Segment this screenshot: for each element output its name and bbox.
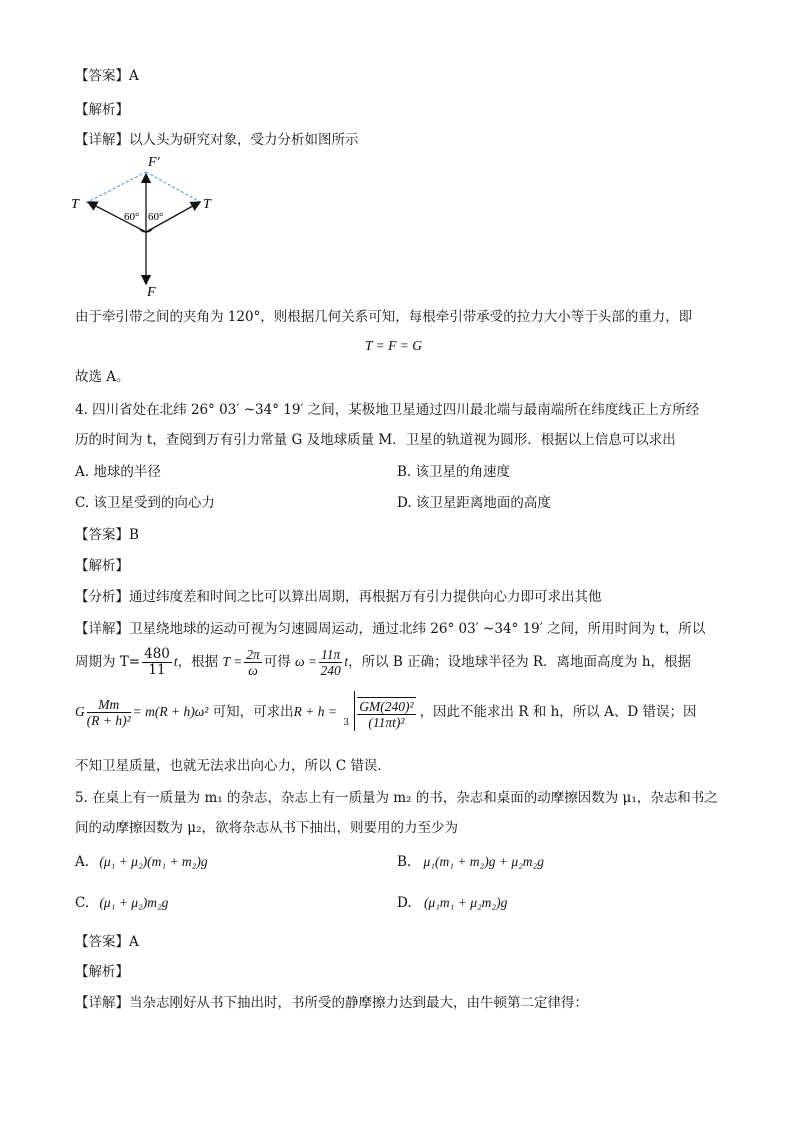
q5-option-d-expr: (μ₁m₁ + μ₂m₂)g: [423, 895, 508, 910]
root-fraction: [357, 697, 415, 730]
omega-lhs: T =: [222, 654, 243, 669]
label-t-right: T: [203, 197, 211, 212]
q5-answer: 【答案】A: [75, 934, 139, 950]
root-index: 3: [343, 717, 349, 728]
q3-answer: 【答案】A: [75, 68, 139, 84]
omega-var: ω =: [295, 654, 318, 669]
q3-conclusion: 故选 A。: [75, 369, 130, 385]
q4-analysis-heading: 【解析】: [75, 558, 129, 574]
q5-analysis-heading: 【解析】: [75, 964, 129, 980]
omega-value-fraction: [319, 647, 342, 678]
q4-stem-line2: 历的时间为 t，查阅到万有引力常量 G 及地球质量 M．卫星的轨道视为圆形．根据以上信息可以求出: [75, 432, 676, 448]
rh-lhs: R + h =: [293, 704, 337, 719]
q4-detail-line1: 【详解】卫星绕地球的运动可视为匀速圆周运动，通过北纬 26° 03′ ~34° 19′ 之间，所用时间为 t，所以: [75, 621, 706, 637]
q3-analysis-heading: 【解析】: [75, 102, 129, 118]
q4-detail-line3: [75, 690, 696, 735]
root-denominator: (11πt)²: [368, 714, 405, 730]
q5-option-b-label: B.: [397, 854, 412, 870]
q4-option-b: B. 该卫星的角速度: [397, 464, 511, 480]
q5-option-c-label: C.: [75, 895, 90, 911]
q4-option-c: C. 该卫星受到的向心力: [75, 495, 215, 511]
label-f: F: [147, 285, 156, 300]
omega-denominator: ω: [248, 663, 258, 678]
q5-option-b: [397, 853, 544, 871]
q3-explanation: 由于牵引带之间的夹角为 120°，则根据几何关系可知，每根牵引带承受的拉力大小等于头部的重力，即: [75, 309, 693, 325]
gravity-fraction: [87, 697, 131, 728]
period-numerator: 480: [144, 646, 170, 662]
dashed-line-left: [86, 172, 146, 203]
q5-option-c: [75, 894, 168, 912]
q4-option-d: D. 该卫星距离地面的高度: [397, 495, 551, 511]
q5-option-a-expr: (μ₁ + μ₂)(m₁ + m₂)g: [99, 854, 208, 869]
omega-t: t: [344, 654, 349, 669]
q5-stem-line1: 5. 在桌上有一质量为 m₁ 的杂志，杂志上有一质量为 m₂ 的书，杂志和桌面的动摩擦因数为 μ₁，杂志和书之: [75, 790, 718, 806]
period-fraction: [142, 647, 172, 678]
q5-option-a: [75, 853, 208, 871]
q4-answer: 【答案】B: [75, 527, 139, 543]
label-angle-right: 60°: [148, 211, 164, 223]
q5-option-c-expr: (μ₁ + μ₂)m₂g: [99, 895, 169, 910]
gravity-numerator: Mm: [87, 697, 131, 713]
cube-root: [343, 691, 417, 735]
period-denominator: 11: [148, 662, 166, 678]
q5-option-a-label: A.: [75, 854, 90, 870]
q4-stem-line1: 4. 四川省处在北纬 26° 03′ ~34° 19′ 之间，某极地卫星通过四川最北端与最南端所在纬度线正上方所经: [75, 402, 700, 418]
gravity-rhs: = m(R + h)ω²: [132, 704, 209, 719]
q4-method: 【分析】通过纬度差和时间之比可以算出周期，再根据万有引力提供向心力即可求出其他: [75, 589, 602, 605]
line3-rest: ，所以 B 正确；设地球半径为 R．离地面高度为 h，根据: [348, 654, 692, 670]
omega-value-numerator: 11π: [321, 647, 341, 662]
q5-detail: 【详解】当杂志刚好从书下抽出时，书所受的静摩擦力达到最大，由牛顿第二定律得：: [75, 995, 588, 1011]
omega-middle-text: 可得: [263, 654, 291, 670]
line4-mid: 可知，可求出: [212, 704, 294, 720]
dashed-line-right: [146, 172, 202, 203]
label-t-left: T: [71, 197, 79, 212]
root-numerator: GM(240)²: [359, 698, 414, 714]
label-angle-left: 60°: [124, 211, 140, 223]
q3-detail: 【详解】以人头为研究对象，受力分析如图所示: [75, 132, 359, 148]
gravity-denominator: (R + h)²: [86, 713, 131, 728]
q5-option-d-label: D.: [397, 895, 412, 911]
label-f-prime: F′: [148, 155, 160, 170]
q5-option-d: [397, 894, 507, 912]
q4-detail-line2: [75, 646, 691, 678]
omega-numerator: 2π: [246, 647, 260, 662]
period-variable: t: [173, 654, 178, 669]
force-diagram: [68, 152, 268, 302]
period-prefix: 周期为 T=: [75, 654, 141, 670]
line4-rest: ，因此不能求出 R 和 h，所以 A、D 错误；因: [419, 704, 697, 720]
q3-equation: T = F = G: [365, 338, 422, 353]
omega-fraction: [244, 647, 262, 678]
formula-connector: ，根据: [177, 654, 219, 670]
g-symbol: G: [75, 704, 85, 719]
q4-option-a: A. 地球的半径: [75, 464, 161, 480]
q5-option-b-expr: μ₁(m₁ + m₂)g + μ₂m₂g: [423, 854, 544, 869]
q5-stem-line2: 间的动摩擦因数为 μ₂，欲将杂志从书下抽出，则要用的力至少为: [75, 820, 458, 836]
q4-detail-line5: 不知卫星质量，也就无法求出向心力，所以 C 错误．: [75, 758, 391, 774]
omega-value-denominator: 240: [320, 663, 341, 678]
root-sign: [348, 691, 355, 731]
